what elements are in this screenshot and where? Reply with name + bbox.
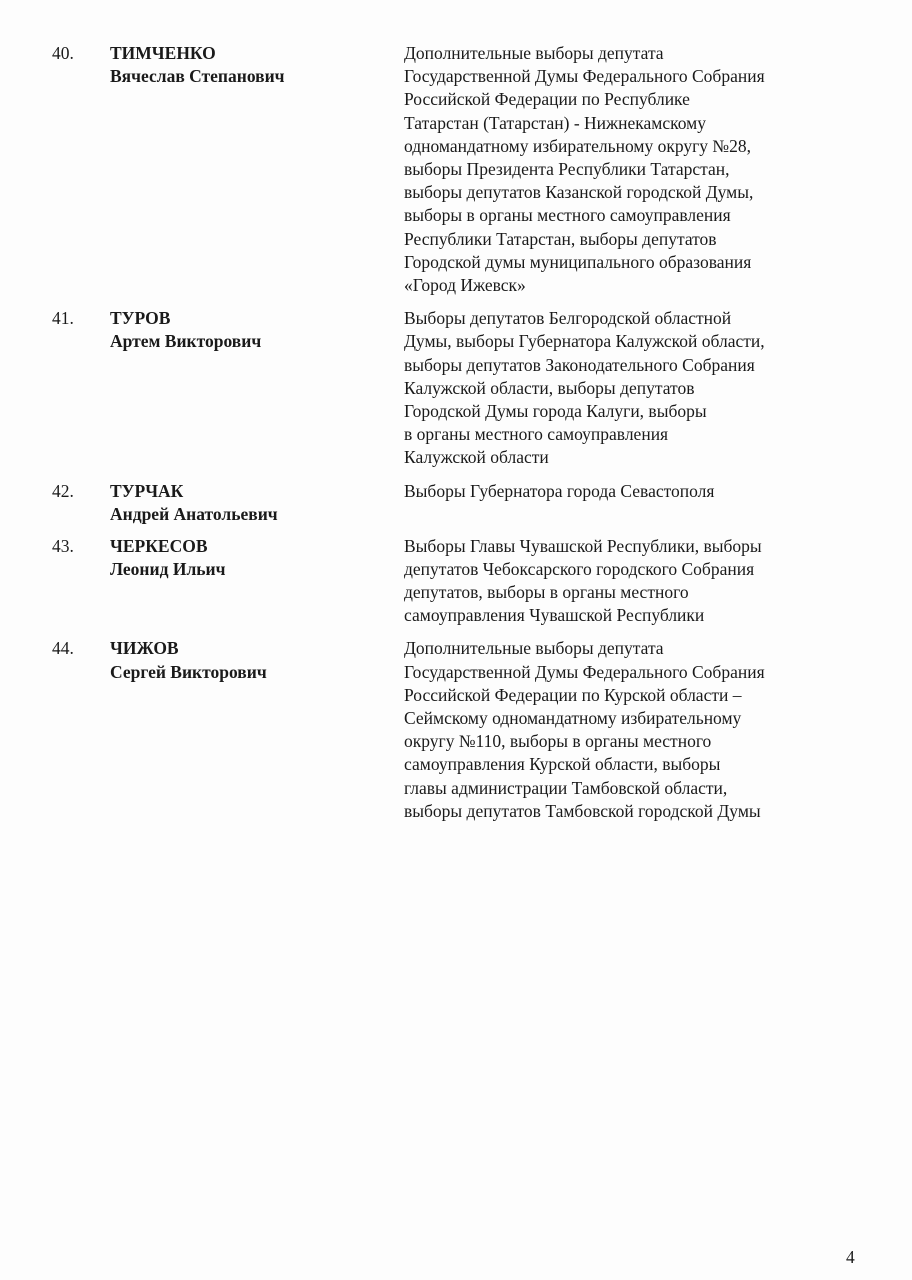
description-line: «Город Ижевск»	[404, 275, 526, 296]
description-line: выборы депутатов Тамбовской городской Думы	[404, 800, 761, 821]
person-given-names: Вячеслав Степанович	[110, 66, 285, 87]
person-given-names: Андрей Анатольевич	[110, 503, 278, 524]
description-line: выборы в органы местного самоуправления	[404, 205, 731, 226]
description-line: Городской Думы города Калуги, выборы	[404, 401, 707, 422]
entry-44	[0, 637, 912, 823]
description-line: Выборы депутатов Белгородской областной	[404, 308, 732, 329]
description-line: Сеймскому одномандатному избирательному	[404, 708, 742, 729]
entry-number: 41.	[52, 308, 74, 329]
entry-40	[0, 42, 912, 297]
elections-description	[404, 535, 854, 628]
person-name	[110, 637, 390, 683]
person-name	[110, 42, 390, 88]
description-line: депутатов Чебоксарского городского Собрания	[404, 558, 755, 579]
description-line: самоуправления Чувашской Республики	[404, 605, 705, 626]
person-name	[110, 307, 390, 353]
description-line: Думы, выборы Губернатора Калужской области,	[404, 331, 765, 352]
description-line: в органы местного самоуправления	[404, 424, 669, 445]
person-surname: ЧИЖОВ	[110, 638, 179, 659]
description-line: самоуправления Курской области, выборы	[404, 754, 721, 775]
description-line: Городской думы муниципального образования	[404, 251, 752, 272]
entry-list	[0, 42, 912, 823]
elections-description	[404, 307, 854, 469]
elections-description	[404, 637, 854, 823]
entry-42	[0, 480, 912, 526]
description-line: выборы Президента Республики Татарстан,	[404, 159, 730, 180]
person-name	[110, 535, 390, 581]
person-surname: ТУРЧАК	[110, 480, 184, 501]
description-line: Калужской области, выборы депутатов	[404, 377, 695, 398]
description-line: Выборы Губернатора города Севастополя	[404, 480, 715, 501]
entry-number: 43.	[52, 535, 74, 556]
description-line: депутатов, выборы в органы местного	[404, 582, 689, 603]
description-line: Российской Федерации по Курской области –	[404, 684, 742, 705]
description-line: округу №110, выборы в органы местного	[404, 731, 712, 752]
entry-number: 42.	[52, 480, 74, 501]
page-number: 4	[846, 1247, 855, 1267]
person-given-names: Сергей Викторович	[110, 661, 267, 682]
description-line: Российской Федерации по Республике	[404, 89, 690, 110]
entry-43	[0, 535, 912, 628]
person-name	[110, 480, 390, 526]
description-line: выборы депутатов Законодательного Собрания	[404, 354, 755, 375]
description-line: Калужской области	[404, 447, 549, 468]
entry-number: 44.	[52, 638, 74, 659]
description-line: одномандатному избирательному округу №28,	[404, 135, 751, 156]
entry-41	[0, 307, 912, 469]
person-given-names: Леонид Ильич	[110, 558, 226, 579]
description-line: Государственной Думы Федерального Собрания	[404, 661, 765, 682]
person-given-names: Артем Викторович	[110, 331, 262, 352]
elections-description	[404, 480, 854, 526]
description-line: Республики Татарстан, выборы депутатов	[404, 228, 717, 249]
description-line: Татарстан (Татарстан) - Нижнекамскому	[404, 112, 706, 133]
person-surname: ТУРОВ	[110, 308, 171, 329]
description-line: Выборы Главы Чувашской Республики, выборы	[404, 535, 762, 556]
person-surname: ТИМЧЕНКО	[110, 43, 216, 63]
entry-number: 40.	[52, 43, 74, 63]
description-line: Дополнительные выборы депутата	[404, 638, 664, 659]
description-line: выборы депутатов Казанской городской Думы,	[404, 182, 754, 203]
description-line: главы администрации Тамбовской области,	[404, 777, 728, 798]
description-line: Государственной Думы Федерального Собрания	[404, 66, 765, 87]
elections-description	[404, 42, 854, 297]
description-line: Дополнительные выборы депутата	[404, 43, 664, 63]
person-surname: ЧЕРКЕСОВ	[110, 535, 208, 556]
